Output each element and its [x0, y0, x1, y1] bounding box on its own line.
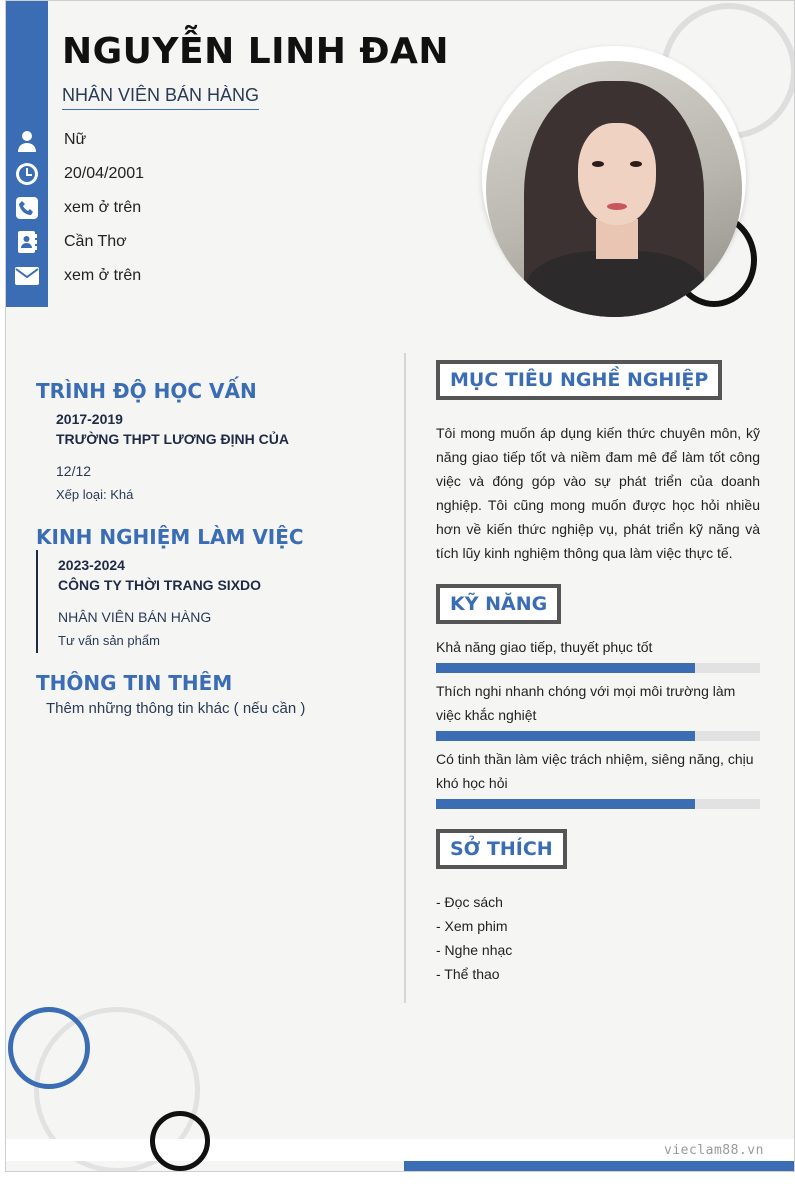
envelope-icon	[15, 264, 39, 288]
hobby-item: - Xem phim	[436, 918, 508, 934]
skills-title-box	[436, 584, 561, 624]
email-text: xem ở trên	[64, 267, 142, 284]
skill-bar	[436, 799, 760, 809]
additional-text: Thêm những thông tin khác ( nếu cần )	[46, 700, 306, 717]
skill-name: Có tinh thần làm việc trách nhiệm, siêng năng, chịu khó học hỏi	[436, 751, 754, 791]
phone-text: xem ở trên	[64, 199, 142, 216]
candidate-name: NGUYỄN LINH ĐAN	[62, 31, 450, 72]
resume-page	[5, 0, 795, 1172]
additional-title: THÔNG TIN THÊM	[36, 671, 233, 695]
skill-bar	[436, 731, 760, 741]
objective-title-box	[436, 360, 722, 400]
skill-name: Khả năng giao tiếp, thuyết phục tốt	[436, 639, 653, 655]
experience-marker	[36, 550, 38, 653]
skills-title: KỸ NĂNG	[450, 593, 548, 615]
hobby-item: - Thể thao	[436, 966, 500, 982]
address-book-icon	[15, 230, 39, 254]
birthdate-text: 20/04/2001	[64, 165, 145, 182]
hobby-item: - Nghe nhạc	[436, 942, 513, 958]
column-divider	[404, 353, 406, 1003]
hobbies-title: SỞ THÍCH	[450, 838, 553, 860]
experience-description: Tư vấn sản phẩm	[58, 633, 160, 648]
experience-title: KINH NGHIỆM LÀM VIỆC	[36, 525, 304, 549]
decorative-circle-black	[150, 1111, 210, 1171]
address-text: Cần Thơ	[64, 233, 127, 250]
education-school: TRƯỜNG THPT LƯƠNG ĐỊNH CỦA	[56, 431, 289, 447]
phone-icon	[15, 196, 39, 220]
user-icon	[15, 129, 39, 153]
education-title: TRÌNH ĐỘ HỌC VẤN	[36, 379, 257, 403]
hobby-item: - Đọc sách	[436, 894, 503, 910]
skill-bar-fill	[436, 663, 695, 673]
education-rank: Xếp loại: Khá	[56, 487, 134, 502]
contact-sidebar	[6, 1, 48, 307]
clock-icon	[15, 162, 39, 186]
skill-bar-fill	[436, 731, 695, 741]
profile-photo	[486, 61, 742, 317]
skill-bar-fill	[436, 799, 695, 809]
footer-accent-bar	[404, 1161, 795, 1172]
skill-bar	[436, 663, 760, 673]
experience-role: NHÂN VIÊN BÁN HÀNG	[58, 609, 212, 625]
candidate-position: NHÂN VIÊN BÁN HÀNG	[62, 85, 259, 110]
gender-text: Nữ	[64, 131, 87, 148]
skill-name: Thích nghi nhanh chóng với mọi môi trường làm việc khắc nghiệt	[436, 683, 736, 723]
objective-title: MỤC TIÊU NGHỀ NGHIỆP	[450, 369, 709, 391]
decorative-circle-blue	[8, 1007, 90, 1089]
watermark: vieclam88.vn	[664, 1143, 764, 1158]
objective-text: Tôi mong muốn áp dụng kiến thức chuyên môn, kỹ năng giao tiếp tốt và niềm đam mê để làm tốt công việc và đóng góp vào sự phát triển của doanh nghiệp. Tôi cũng mong muốn được học hỏi nhiều hơn về kiến thức nghiệp vụ, phát triển kỹ năng và tích lũy kinh nghiệm thông qua làm việc thực tế.	[436, 425, 760, 561]
education-grade: 12/12	[56, 463, 92, 479]
education-period: 2017-2019	[56, 411, 123, 427]
hobbies-title-box	[436, 829, 567, 869]
experience-period: 2023-2024	[58, 557, 125, 573]
experience-company: CÔNG TY THỜI TRANG SIXDO	[58, 577, 262, 593]
